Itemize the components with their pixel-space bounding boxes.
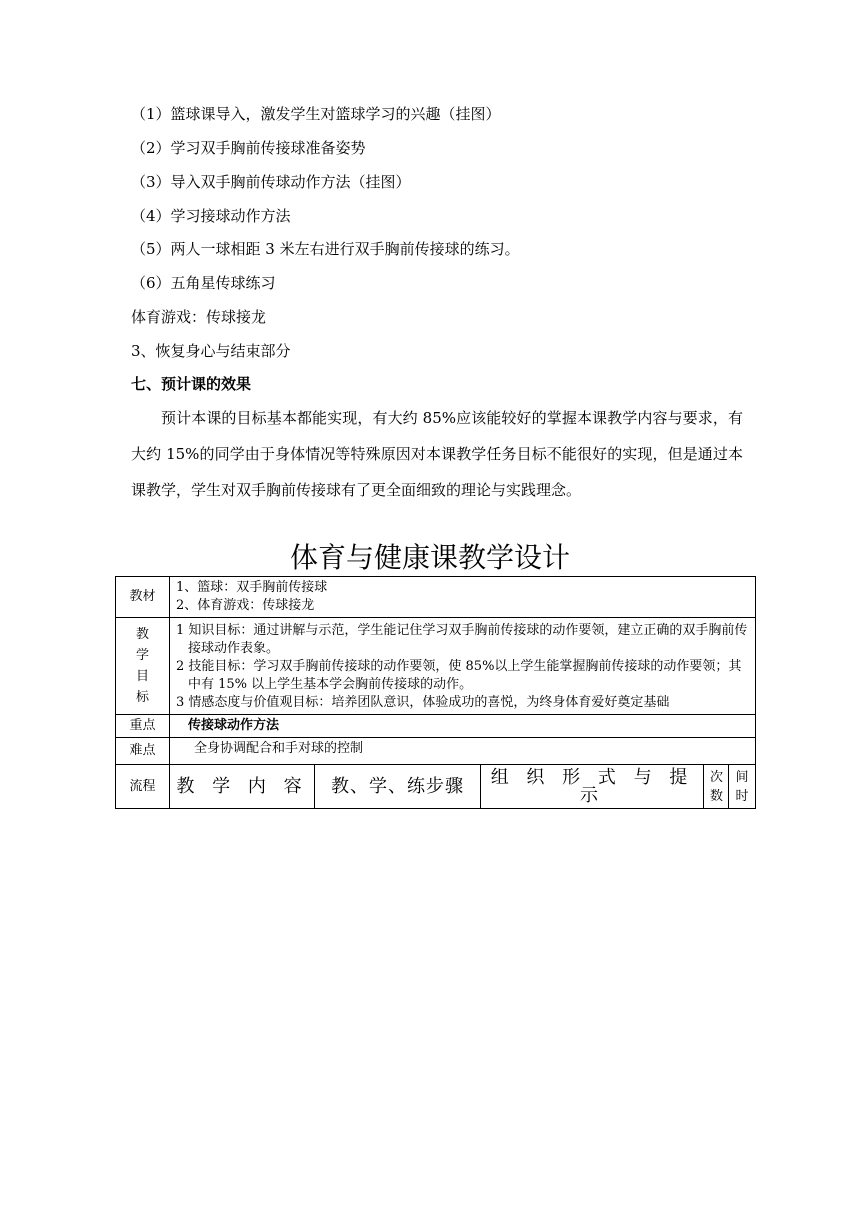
effect-paragraph: 预计本课的目标基本都能实现，有大约 85%应该能较好的掌握本课教学内容与要求，有大约 15%的同学由于身体情况等特殊原因对本课教学任务目标不能很好的实现，但是通过本课教学，学生对双手胸前传接球有了更全面细致的理论与实践理念。 [131, 409, 743, 499]
list-item: （5）两人一球相距 3 米左右进行双手胸前传接球的练习。 [131, 240, 520, 258]
list-item: （1）篮球课导入，激发学生对篮球学习的兴趣（挂图） [131, 105, 501, 123]
table-row [116, 765, 756, 809]
goals-cell [170, 618, 756, 715]
list-item: （3）导入双手胸前传球动作方法（挂图） [131, 173, 411, 191]
table-row [116, 618, 756, 715]
table-title: 体育与健康课教学设计 [289, 541, 570, 574]
goal-item: 2 技能目标：学习双手胸前传接球的动作要领，使 85%以上学生能掌握胸前传接球的动作要领；其中有 15% 以上学生基本学会胸前传接球的动作。 [176, 659, 742, 692]
focus-cell: 传接球动作方法 [170, 715, 756, 738]
table-row [116, 577, 756, 618]
list-item: （2）学习双手胸前传接球准备姿势 [131, 139, 366, 157]
flow-header-time: 间 时 [729, 765, 756, 809]
flow-label: 流程 [116, 765, 170, 809]
list-item: （6）五角星传球练习 [131, 274, 276, 292]
jiaocai-item: 2、体育游戏：传球接龙 [176, 598, 315, 613]
list-item: （4）学习接球动作方法 [131, 207, 291, 225]
jiaocai-item: 1、篮球：双手胸前传接球 [176, 580, 328, 595]
goals-label: 教 学 目 标 [116, 618, 170, 715]
game-line: 体育游戏：传球接龙 [131, 308, 267, 326]
jiaocai-cell [170, 577, 756, 618]
difficulty-label: 难点 [116, 738, 170, 765]
table-row [116, 715, 756, 738]
flow-header-count: 次 数 [704, 765, 729, 809]
table-row [116, 738, 756, 765]
jiaocai-label: 教材 [116, 577, 170, 618]
difficulty-cell: 全身协调配合和手对球的控制 [170, 738, 756, 765]
flow-header-steps: 教、学、练步骤 [315, 765, 481, 809]
section-3-heading: 3、恢复身心与结束部分 [131, 342, 291, 360]
flow-header-content: 教 学 内 容 [170, 765, 315, 809]
section-7-heading: 七、预计课的效果 [131, 375, 252, 393]
flow-header-organization: 组 织 形 式 与 提 示 [481, 765, 704, 809]
goal-item: 3 情感态度与价值观目标：培养团队意识，体验成功的喜悦，为终身体育爱好奠定基础 [176, 695, 670, 710]
lesson-plan-table [115, 576, 756, 809]
focus-label: 重点 [116, 715, 170, 738]
goal-item: 1 知识目标：通过讲解与示范，学生能记住学习双手胸前传接球的动作要领，建立正确的双手胸前传接球动作表象。 [176, 623, 748, 656]
